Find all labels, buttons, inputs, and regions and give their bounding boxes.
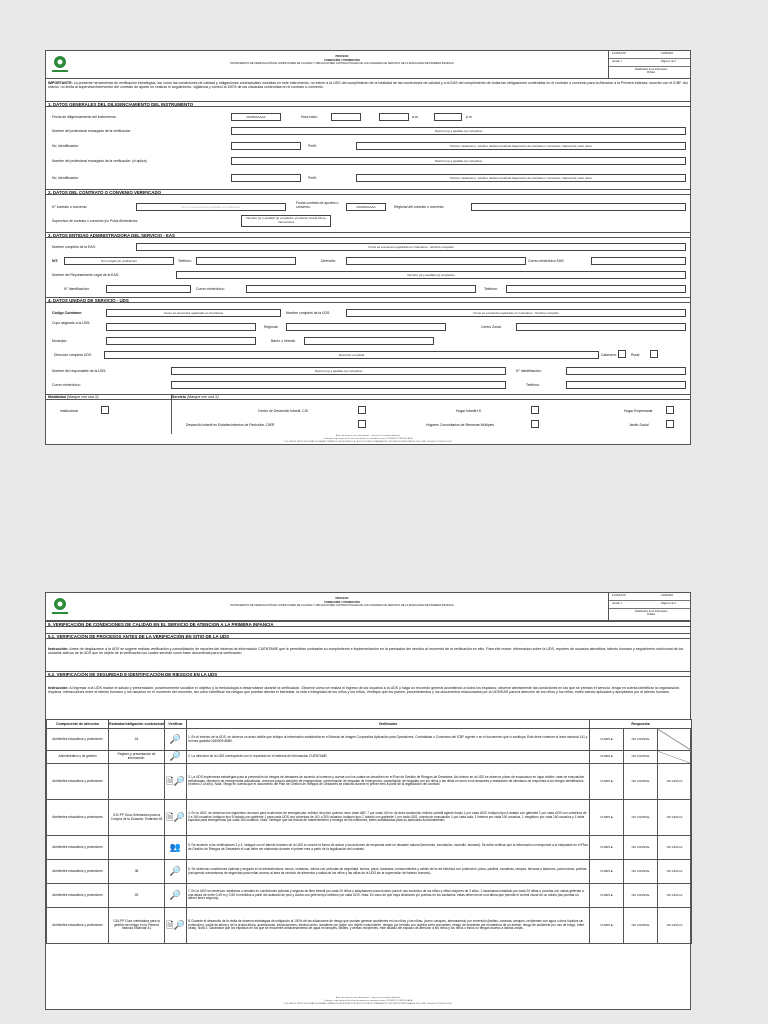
s2-regional-label: Regional del contrato o convenio: [394,205,445,209]
verify-icon: 🔎 [165,860,187,884]
s3-rep-field[interactable]: Nombre (s) y apellido (s) completos [176,271,686,279]
no-aplica-disabled [658,751,692,764]
cumple-option[interactable]: CUMPLE [590,800,624,836]
table-row [47,836,692,860]
header-page: Página 1 de 5 [661,60,676,63]
s1-prof1-field[interactable]: Nombre (s) y apellido (s) completos [231,127,686,135]
s2-contract-field[interactable]: Como se encuentra registrado en Cuéntame [136,203,286,211]
icbf-logo-icon [49,54,71,76]
s4-cabecera-label: Cabecera: [601,353,617,357]
header-code-value: 13/08/2016 [661,594,673,597]
row-component: Ambientes educativos y protectores [47,800,109,836]
s2-regional-field[interactable] [471,203,686,211]
s3-phone2-field[interactable] [506,285,686,293]
s3-email-field[interactable] [591,257,686,265]
s1-id2-label: No. Identificación: [52,176,79,180]
s3-name-field[interactable]: Como se encuentra registrado en Cuéntame - Nombre completo [136,243,686,251]
no-cumple-option[interactable]: NO CUMPLE [624,908,658,944]
no-cumple-option[interactable]: NO CUMPLE [624,800,658,836]
s3-nit-field[interactable]: Sin el dígito de verificación [64,257,174,265]
s4-phone-label: Teléfono: [526,383,540,387]
modalidad-divider [171,394,172,434]
important-label: IMPORTANTE: [48,81,73,85]
serv-cdi-checkbox[interactable] [358,406,366,414]
section-4-title: 4. DATOS UNIDAD DE SERVICIO - UDS [46,297,690,303]
s4-code-field[interactable]: Como se encuentra registrado en Cuéntame [106,309,281,317]
s1-pm-label: p.m. [466,115,473,119]
col-verify: Verificar [165,720,187,729]
no-aplica-option[interactable]: NO APLICA [658,764,692,800]
no-aplica-option[interactable]: NO APLICA [658,800,692,836]
verify-icon: 🔎 [165,884,187,908]
s1-prof2-field[interactable]: Nombre (s) y apellido (s) completos [231,157,686,165]
s3-id-field[interactable] [106,285,191,293]
col-standard: Estándar/obligación contractual [109,720,165,729]
table-row [47,729,692,751]
footer-line3: LOS DATOS PROPORCIONADOS SERÁN TRATADOS DE ACUERDO A LA POLÍTICA DE TRATAMIENTO DE DATOS PERSONALES DEL ICBF Y A LA LEY 1581 DE 2012 [283,440,453,443]
table-row [47,764,692,800]
icbf-logo-icon [49,596,71,618]
s4-municipio-field[interactable] [106,337,256,345]
header-org-line2: FORMACIÓN Y PROMOCIÓN [324,600,360,604]
section-5-2-title: 5.2. VERIFICACIÓN DE SEGURIDAD E IDENTIFICACIÓN DE RIESGOS EN LA UDS [46,671,690,677]
header-doc-title: INSTRUMENTO DE VERIFICACIÓN DE CONDICIONES DE CALIDAD Y OBLIGACIONES CONTRACTUALES DE LAS UNIDADES DE SERVICIO DE LA MODALIDAD DE PRIMERA INFANCIA [230,62,454,66]
modalidad-label: Modalidad [48,395,66,399]
s3-name-label: Nombre completo de la EAS: [52,245,96,249]
row-verifier-text: 8. Durante el desarrollo de la visita de observa estrategias de mitigación al 100% de las situaciones de riesgo que puedan generar accidentes en los niños y las niñas: (como: tanques, abrevaderos) por inmersión (baldes, canecas, tanques, recipientes con agua u otros líquidos sin protección), caída de altura y de la propia altura, quemaduras, intoxicaciones, electrocución, accidente por golpe con objeto contundente, riesgos por heridas con objetos corto punzantes, riesgo de accidente por mordedura de un animal, riesgo de accidente por uso de fuego, entre otras). Nota 1: Garantizar que los espacios en los que se encuentre almacenamiento de agua en tanques, baldes, y demás recipientes, esté aislado del espacio de atención a los niños y los niños o estos no tengan acceso a dichas zonas. [187,908,590,944]
s4-id-field[interactable] [566,367,686,375]
row-component: Administrativo y de gestión [47,751,109,764]
s3-id-label: N° Identificación: [64,287,90,291]
s4-barrio-label: Barrio o Vereda: [271,339,296,343]
row-standard: 38 [109,860,165,884]
serv-cdi-label: Centro de Desarrollo Infantil- CDI [258,409,309,413]
row-standard: 44 [109,729,165,751]
footer-line3: LOS DATOS PROPORCIONADOS SERÁN TRATADOS DE ACUERDO A LA POLÍTICA DE TRATAMIENTO DE DATOS PERSONALES DEL ICBF Y A LA LEY 1581 DE 2012 [283,1002,453,1005]
mod-institucional-checkbox[interactable] [101,406,109,414]
footer-line2: Cualquier copia impresa de este documento se considera como COPIA NO CONTROLADA [323,437,413,440]
s1-hour-label: Hora inicio: [301,115,318,119]
footer-line1: Antes de imprimir este documento… piense en el medio ambiente! [335,997,401,999]
important-note [48,81,688,90]
col-component: Componente de atención [47,720,109,729]
table-row [47,908,692,944]
s1-perfil-field[interactable]: Técnico, Financiero, Jurídico, Enlace territorial Supervisor de contratos o convenios, Interventor entre otros. [356,142,686,150]
s1-perfil2-label: Perfil: [308,176,317,180]
s4-email-field[interactable] [171,381,506,389]
header-doc-title: INSTRUMENTO DE VERIFICACIÓN DE CONDICIONES DE CALIDAD Y OBLIGACIONES CONTRACTUALES DE LAS UNIDADES DE SERVICIO DE LA MODALIDAD DE PRIMERA INFANCIA [230,604,454,608]
s4-centro-field[interactable] [516,323,686,331]
s1-am-label: a.m. [412,115,419,119]
s52-instruction-text: Al ingresar a la UDS realice el saludo y presentación, posteriormente socialice el objetivo y la metodología a desarrollarse durante la verificación. Observe cómo se realiza el ingreso de los usuarios a la UDS y haga un recorrido general accediendo a todos los espacios; observe atentamente las condiciones en las que se prestan el servicio, tenga en cuenta identificar la organización, limpieza, interacciones entre el talento humano y los usuarios en el momento del recorrido, así como identificar los riesgos que puedan afectar el bienestar, la vida e integridad de los niños y los niños. Verifique que los planes, procedimientos y los documentos relacionados por la UDS/EAS para la atención de los niños y los niños, estén siendo aplicados y apropiados por el talento humano. [48,686,681,695]
table-row [47,751,692,764]
row-standard: G16.PP Guía orientadora para la gestión del riesgo en la Primera Infancia Estándar 41 [109,908,165,944]
s2-supervisor-field[interactable]: Nombre (s) y apellido (s) completos y/o Razón Social Firma Interventora [241,215,331,227]
page1-footer [46,435,690,443]
row-component: Ambientes educativos y protectores [47,860,109,884]
no-aplica-option[interactable]: NO APLICA [658,860,692,884]
row-verifier-text: 7. En la UDS se observan: sanitarios u orinales en condiciones óptimas y seguras de libre infantil por cada 20 niños y adaptadores para inodoro para el uso exclusivo de los niños y niños mayores de 2 años. 1 lavamanos instalado por cada 20 niñas o pocetas con varias griferías a una altura de entre 0.45 m y 0.55 m medidos a partir del acabado de piso y ducha con grifería tipo teléfono por cada UDS. Nota: En caso de que haya divisiones y/o puertas en los sanitarios, estas deben tener una altura que permita el control visual de un adulto (las puertas no deben tener seguros). [187,884,590,908]
modalidad-hint: (Marque con una X) [66,395,99,399]
no-cumple-option[interactable]: NO CUMPLE [624,729,658,751]
s4-cupo-label: Cupo asignado a la UDS: [52,321,91,325]
row-standard: 45 [109,884,165,908]
row-standard: G10.PP Guía Orientadora para la Compra de la Dotación. Estándar 45 [109,800,165,836]
s52-instruction-label: Instrucción: [48,686,69,690]
header-org-line2: FORMACIÓN Y PROMOCIÓN [324,58,360,62]
s3-email2-label: Correo electrónico: [196,287,225,291]
s3-email-label: Correo electrónico EAS: [528,259,565,263]
s51-instruction-text: Antes de desplazarse a la UDS se sugiere realizar verificación y consolidación de reportes del sistema de información CUÉNTAME que le permitirán contrastar su cumplimiento e implementación en la prestación del servicio al momento de la verificación en sitio. Para ello revise: información sobre la UDS, reportes de usuarios atendidos, talento humano y seguimiento nutricional de los usuarios activos de la UDS que es objeto de la verificación los cuales servirán como base documental para la verificación. [48,647,684,656]
verify-icon: 👥 [165,836,187,860]
s4-cabecera-checkbox[interactable] [618,350,626,358]
s51-instruction-label: Instrucción: [48,647,69,651]
cumple-option[interactable]: CUMPLE [590,751,624,764]
s3-address-field[interactable] [346,257,526,265]
s4-dir-label: Dirección completa UDS: [54,353,92,357]
page2-footer [46,997,690,1005]
s1-prof1-label: Nombre del profesional encargado de la verificación: [52,129,132,133]
col-response: Respuesta [590,720,692,729]
header-code-block [608,51,690,79]
row-verifier-text: 1. En el exterior de la UDS, se observa un aviso visible que indique la información establecida en el Manual de Imagen Corporativa Aplicación para Operadores, Contratistas o Convenios del ICBF vigente o en el documento que lo sustituya. Este debe contener la línea nacional 141 y la línea gratuita 018000918080. [187,729,590,751]
s4-municipio-label: Municipio: [52,339,68,343]
no-aplica-option[interactable]: NO APLICA [658,836,692,860]
cumple-option[interactable]: CUMPLE [590,908,624,944]
verification-rows [47,729,692,944]
s4-cupo-field[interactable] [106,323,256,331]
modalidad-servicio-header [46,394,690,400]
s4-dir-field[interactable]: Dirección completa [104,351,599,359]
s52-instruction [48,686,688,695]
verify-icon: 🗎🔎 [165,764,187,800]
s2-date-label: Fecha contrato de aportes o convenio: [296,201,339,209]
row-verifier-text: 4. En la UDS, se observan los siguientes recursos para la atención de emergencias: extintor de polvo químico seco clase ABC 7 por cada 140 m² de área construida; extintor portátil agente limpio 1 por cada UDS; botiquín tipo A dotado con gabinete 1 por cada UDS con cobertura de 0 a 160 usuarios; botiquín tipo B dotado con gabinete 1 para cada UDS con cobertura de 161 a 300 usuarios; botiquín tipo C dotado con gabinete 1 por cada UDS, cuenta de evacuación 1 por cada aula, 1 linterna por cada 100 usuarios, 1 megáfono por cada 160 usuarios y 1 tabla especial para emergencias por cada 160 usuarios. Nota: Verifique que las fechas de mantenimiento y recarga de los extintores, estén actualizadas para su adecuado funcionamiento. [187,800,590,836]
footer-line2: Cualquier copia impresa de este documento se considera como COPIA NO CONTROLADA [323,999,413,1002]
s4-name-field[interactable]: Como se encuentra registrado en Cuéntame - Nombre completo [346,309,686,317]
s4-code-label: Código Cuéntame: [52,311,83,315]
s4-barrio-field[interactable] [304,337,434,345]
table-row [47,800,692,836]
no-cumple-option[interactable]: NO CUMPLE [624,836,658,860]
s1-perfil2-field[interactable]: Técnico, Financiero, Jurídico, Enlace territorial Supervisor de contratos o convenios, Interventor entre otros. [356,174,686,182]
header-class: Clasificación de la Información Pública [634,610,668,616]
s4-name-label: Nombre completo de la UDS: [286,311,331,315]
section-2-title: 2. DATOS DEL CONTRATO O CONVENIO VERIFICADO [46,189,690,195]
row-component: Ambientes educativos y protectores [47,884,109,908]
document-header [46,51,690,79]
s51-instruction [48,647,688,656]
verify-icon: 🗎🔎 [165,800,187,836]
s2-date-field[interactable]: DD/MM/AAAA [346,203,386,211]
s3-address-label: Dirección: [321,259,337,263]
form-page-1 [45,50,691,445]
s2-contract-label: N° contrato o convenio: [52,205,88,209]
s4-regional-label: Regional: [264,325,279,329]
serv-he-label: Hogar Empresarial [624,409,653,413]
serv-js-label: Jardín Social [629,423,649,427]
important-text: La presente herramienta de verificación estratégica, así como las condiciones de calidad y obligaciones contractuales incluidas en este instrumento, no exime a la UDS del cumplimiento de la totalidad de las condiciones de calidad y a la EAS del cumplimiento de todas las obligaciones contenidas en el contrato o convenio para la Atención a la Primera Infancia, suscrito con el ICBF. Así mismo, no limita al supervisor/interventor del contrato de aporte en realizar el seguimiento, vigilancia y control al 100% de las cláusulas contenidas en el contrato o convenio. [48,81,688,90]
row-verifier-text: 2. La dirección de la UDS corresponde con lo reportado en el sistema de información CUÉNTAME. [187,751,590,764]
row-standard [109,764,165,800]
serv-js-checkbox[interactable] [666,420,674,428]
s1-id-field[interactable] [231,142,301,150]
no-aplica-disabled [658,729,692,751]
no-aplica-option[interactable]: NO APLICA [658,884,692,908]
s4-email-label: Correo electrónico: [52,383,81,387]
servicio-label-wrap [172,395,219,400]
s1-prof2-label: Nombre del profesional encargado de la verificación: (si aplica) [52,159,147,163]
header-version: Versión 1 [612,60,622,63]
cumple-option[interactable]: CUMPLE [590,764,624,800]
header-page: Página 2 de 5 [661,602,676,605]
section-5-title: 5. VERIFICACIÓN DE CONDICIONES DE CALIDAD EN EL SERVICIO DE ATENCION A LA PRIMERA INFANCIA [46,621,690,627]
serv-hcb-label: Hogares Comunitarios de Bienestar Múltiples [426,423,495,427]
s1-hour-field[interactable] [331,113,361,121]
s4-regional-field[interactable] [286,323,446,331]
no-cumple-option[interactable]: NO CUMPLE [624,884,658,908]
s4-centro-label: Centro Zonal: [481,325,502,329]
header-code: F1.MO12.PP [612,594,626,597]
form-page-2 [45,592,691,1010]
row-verifier-text: 6. Se observan condiciones óptimas y seguras en la infraestructura: muros, ventanas, vidrios con películas de seguridad, techos, pisos, barandas, tomacorrientes y cables de la red eléctrica con protección, pisos, pasillos, escaleras, rampas, terrazas y balcones, para manos, puertas (incluyendo mecanismos de seguridad para evitar acceso al área de servicio de alimentos y salida de los niños y las niñas de la UDS sin la supervisión del talento humano). [187,860,590,884]
s2-supervisor-label: Supervisor de contrato o convenio y/o Polos Alimenticios: [52,219,139,223]
s4-rural-checkbox[interactable] [650,350,658,358]
s4-rural-label: Rural: [631,353,641,357]
s1-id2-field[interactable] [231,174,301,182]
no-aplica-option[interactable]: NO APLICA [658,908,692,944]
footer-line1: Antes de imprimir este documento… piense en el medio ambiente! [335,435,401,437]
row-component: Ambientes educativos y protectores [47,764,109,800]
s1-perfil-label: Perfil: [308,144,317,148]
s4-id-label: N° Identificación: [516,369,542,373]
row-verifier-text: 3. La UDS implementa estrategias para la prevención de riesgos de desastres de acuerdo al contexto y cuenta con los cuales se describen en el Plan de Gestión de Riesgos de Desastres. Así mismo en la UDS se observa: plano de evacuación en lugar visible; rutas de evacuación señalizadas, directorio de emergencias actualizado, recursos para la atención de emergencias, conformación de brigadas de emergencia, capacitación de brigadas con los niños y las niñas en torno a los desastres y realización de simulacro de respuesta a los riesgos identificados (mínimo 2 al año). Nota: Tenga en cuenta que el documento del Plan de Gestión de Riesgos de Desastres se elabora durante el primer mes a partir de la legalización del contrato. [187,764,590,800]
s1-id-label: No. Identificación: [52,144,79,148]
header-code: F1.MO12.PP [612,52,626,55]
no-cumple-option[interactable]: NO CUMPLE [624,764,658,800]
row-component: Ambientes educativos y protectores [47,836,109,860]
document-header-2 [46,593,690,621]
header-title-block [76,55,608,66]
s3-rep-label: Nombre del Representante Legal de la EAS: [52,273,119,277]
row-standard [109,836,165,860]
section-5-1-title: 5.1. VERIFICACIÓN DE PROCESOS ANTES DE LA VERIFICACIÓN EN SITIO DE LA UDS [46,633,690,639]
serv-hi-label: Hogar Infantil-HI [456,409,481,413]
serv-hi-checkbox[interactable] [531,406,539,414]
row-verifier-text: 5. De acuerdo a los verificadores 3 y 4, indague con el talento humano de la UDS si conoce la forma de actuar y las acciones de respuesta ante un desastre natural (terremoto, inundación, incendio, tsunami). Se debe verificar que la información corresponde a lo estipulado en el Plan de Gestión de Riesgos de Desastres el cual debe ser elaborado durante el primer mes a partir de la legalización del contrato. [187,836,590,860]
table-row [47,860,692,884]
cumple-option[interactable]: CUMPLE [590,836,624,860]
s1-hour-field-2[interactable] [379,113,409,121]
s1-date-field[interactable]: DD/MM/AAAA [231,113,281,121]
s1-pm-field[interactable] [434,113,462,121]
table-row [47,884,692,908]
header-code-value: 13/08/2016 [661,52,673,55]
s4-phone-field[interactable] [566,381,686,389]
header-code-block-2 [608,593,690,621]
s4-resp-label: Nombre del responsable de la UDS: [52,369,107,373]
s3-phone-label: Teléfono: [178,259,192,263]
verify-icon: 🔎 [165,751,187,764]
col-verifier: Verificador [187,720,590,729]
serv-dier-label: Desarrollo Infantil en Establecimientos de Reclusión- DIER [186,423,275,427]
verification-table [46,719,692,944]
servicio-label: Servicio [172,395,186,399]
cumple-option[interactable]: CUMPLE [590,729,624,751]
header-title-block-2 [76,597,608,608]
header-org-line1: PROCESO [335,597,349,600]
header-class: Clasificación de la Información Pública [634,68,668,74]
serv-dier-checkbox[interactable] [358,420,366,428]
s3-nit-label: NIT: [52,259,59,263]
mod-institucional-label: Institucional [60,409,78,413]
cumple-option[interactable]: CUMPLE [590,860,624,884]
verify-icon: 🗎🔎 [165,908,187,944]
s3-phone-field[interactable] [196,257,296,265]
row-component: Ambientes educativos y protectores [47,908,109,944]
section-1-title: 1. DATOS GENERALES DEL DILIGENCIAMIENTO DEL INSTRUMENTO [46,101,690,107]
s1-date-label: Fecha de diligenciamiento del instrumento: [52,115,117,119]
serv-he-checkbox[interactable] [666,406,674,414]
row-component: Ambientes educativos y protectores [47,729,109,751]
cumple-option[interactable]: CUMPLE [590,884,624,908]
s4-resp-field[interactable]: Nombre (s) y apellido (s) completos [171,367,506,375]
verify-icon: 🔎 [165,729,187,751]
header-version: Versión 1 [612,602,622,605]
row-standard: Registro y presentación de información. [109,751,165,764]
s3-phone2-label: Teléfono: [484,287,498,291]
s3-email2-field[interactable] [246,285,476,293]
servicio-hint: (Marque con una X) [186,395,219,399]
serv-hcb-checkbox[interactable] [531,420,539,428]
no-cumple-option[interactable]: NO CUMPLE [624,751,658,764]
section-3-title: 3. DATOS ENTIDAD ADMINISTRADORA DEL SERVICIO - EAS [46,232,690,238]
no-cumple-option[interactable]: NO CUMPLE [624,860,658,884]
header-org-line1: PROCESO [335,55,349,58]
